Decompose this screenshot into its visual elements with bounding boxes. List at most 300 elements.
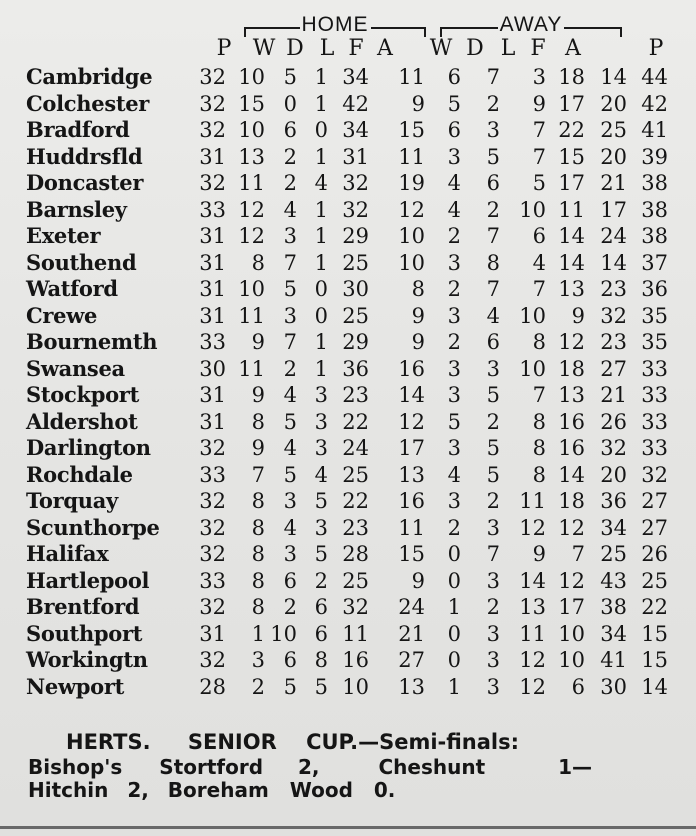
table-row: [0, 488, 696, 515]
stat-cell: 25: [600, 118, 627, 142]
stat-cell: 31: [199, 144, 226, 169]
stat-cell: 22: [342, 409, 369, 434]
stat-cell: 6: [447, 65, 461, 89]
stat-cell: 14: [558, 250, 585, 275]
stat-cell: 7: [532, 277, 546, 301]
table-row: [0, 91, 696, 118]
stat-cell: 1: [314, 144, 328, 169]
team-name: Huddrsfld: [26, 143, 143, 169]
team-name: Doncaster: [26, 170, 144, 195]
stat-cell: 22: [641, 595, 668, 619]
table-row: [0, 594, 696, 621]
stat-cell: 8: [411, 277, 425, 301]
stat-cell: 12: [238, 224, 265, 248]
stat-cell: 44: [641, 65, 668, 89]
result-word: 2,: [298, 755, 320, 779]
stat-cell: 33: [199, 330, 226, 354]
stat-cell: 33: [641, 356, 668, 381]
stat-cell: 25: [342, 462, 369, 487]
stat-cell: 17: [558, 171, 585, 195]
stat-cell: 16: [398, 356, 425, 381]
stat-cell: 7: [532, 144, 546, 169]
stat-cell: 9: [411, 91, 425, 116]
header-rule: [442, 27, 498, 29]
team-name: Aldershot: [26, 408, 138, 434]
stat-cell: 0: [447, 648, 461, 672]
column-header: W: [429, 36, 453, 61]
stat-cell: 38: [641, 197, 668, 222]
stat-cell: 38: [600, 595, 627, 619]
stat-cell: 32: [199, 171, 226, 195]
team-name: Workingtn: [26, 647, 148, 672]
stat-cell: 12: [519, 648, 546, 672]
stat-cell: 14: [519, 568, 546, 593]
stat-cell: 5: [283, 65, 297, 89]
stat-cell: 12: [398, 409, 425, 434]
stat-cell: 11: [519, 621, 546, 646]
stat-cell: 30: [600, 674, 627, 699]
stat-cell: 15: [398, 118, 425, 142]
stat-cell: 10: [342, 674, 369, 699]
stat-cell: 27: [600, 356, 627, 381]
stat-cell: 12: [519, 674, 546, 699]
stat-cell: 8: [251, 515, 265, 540]
stat-cell: 12: [558, 568, 585, 593]
stat-cell: 5: [283, 277, 297, 301]
stat-cell: 8: [532, 436, 546, 460]
stat-cell: 17: [600, 197, 627, 222]
stat-cell: 0: [314, 303, 328, 328]
stat-cell: 31: [199, 409, 226, 434]
stat-cell: 7: [486, 277, 500, 301]
stat-cell: 4: [314, 462, 328, 487]
stat-cell: 33: [641, 409, 668, 434]
stat-cell: 12: [238, 197, 265, 222]
stat-cell: 4: [314, 171, 328, 195]
stat-cell: 32: [199, 118, 226, 142]
result-word: 0.: [373, 778, 396, 802]
stat-cell: 3: [283, 489, 297, 513]
stat-cell: 30: [199, 356, 226, 381]
stat-cell: 13: [398, 674, 425, 699]
stat-cell: 23: [600, 330, 627, 354]
table-row: [0, 356, 696, 383]
stat-cell: 18: [558, 356, 585, 381]
stat-cell: 4: [283, 383, 297, 407]
stat-cell: 32: [342, 171, 369, 195]
team-name: Rochdale: [26, 461, 133, 487]
table-row: [0, 197, 696, 224]
stat-cell: 1: [447, 674, 461, 699]
header-rule: [371, 27, 425, 29]
stat-cell: 36: [342, 356, 369, 381]
table-row: [0, 541, 696, 568]
stat-cell: 29: [342, 330, 369, 354]
stat-cell: 1: [314, 250, 328, 275]
team-name: Halifax: [26, 541, 109, 566]
stat-cell: 25: [342, 303, 369, 328]
stat-cell: 32: [600, 436, 627, 460]
stat-cell: 25: [641, 568, 668, 593]
stat-cell: 14: [558, 224, 585, 248]
league-table: [0, 64, 696, 700]
stat-cell: 2: [486, 489, 500, 513]
column-header: A: [565, 36, 581, 61]
column-header: P: [216, 36, 232, 61]
stat-cell: 34: [600, 515, 627, 540]
stat-cell: 37: [641, 250, 668, 275]
stat-cell: 3: [532, 65, 546, 89]
stat-cell: 17: [398, 436, 425, 460]
stat-cell: 33: [199, 462, 226, 487]
stat-cell: 7: [486, 224, 500, 248]
cup-results: [28, 728, 668, 802]
stat-cell: 8: [251, 489, 265, 513]
stat-cell: 20: [600, 462, 627, 487]
stat-cell: 36: [641, 277, 668, 301]
stat-cell: 4: [283, 197, 297, 222]
away-label: AWAY: [499, 13, 563, 36]
stat-cell: 25: [342, 568, 369, 593]
stat-cell: 1: [314, 65, 328, 89]
stat-cell: 3: [283, 542, 297, 566]
team-name: Southport: [26, 620, 143, 646]
stat-cell: 32: [199, 91, 226, 116]
stat-cell: 16: [342, 648, 369, 672]
stat-cell: 7: [571, 542, 585, 566]
stat-cell: 9: [411, 568, 425, 593]
stat-cell: 9: [571, 303, 585, 328]
stat-cell: 15: [558, 144, 585, 169]
stat-cell: 8: [314, 648, 328, 672]
stat-cell: 3: [447, 303, 461, 328]
stat-cell: 27: [641, 515, 668, 540]
stat-cell: 9: [251, 330, 265, 354]
stat-cell: 1: [314, 224, 328, 248]
stat-cell: 8: [532, 462, 546, 487]
result-word: Wood: [289, 778, 353, 802]
stat-cell: 3: [314, 409, 328, 434]
stat-cell: 23: [600, 277, 627, 301]
stat-cell: 32: [199, 515, 226, 540]
stat-cell: 32: [600, 303, 627, 328]
stat-cell: 2: [447, 224, 461, 248]
clipping-edge: [0, 826, 696, 829]
table-row: [0, 329, 696, 356]
table-row: [0, 515, 696, 542]
stat-cell: 3: [447, 250, 461, 275]
stat-cell: 31: [199, 224, 226, 248]
stat-cell: 31: [342, 144, 369, 169]
stat-cell: 7: [251, 462, 265, 487]
table-row: [0, 276, 696, 303]
team-name: Scunthorpe: [26, 514, 160, 540]
stat-cell: 32: [199, 436, 226, 460]
stat-cell: 3: [447, 489, 461, 513]
stat-cell: 10: [558, 621, 585, 646]
stat-cell: 25: [600, 542, 627, 566]
stat-cell: 13: [398, 462, 425, 487]
stat-cell: 9: [251, 383, 265, 407]
cup-heading: [28, 728, 668, 756]
stat-cell: 4: [532, 250, 546, 275]
column-header: D: [466, 36, 484, 61]
stat-cell: 5: [283, 409, 297, 434]
stat-cell: 5: [486, 436, 500, 460]
stat-cell: 33: [199, 197, 226, 222]
column-header: A: [377, 36, 393, 61]
stat-cell: 10: [519, 356, 546, 381]
stat-cell: 0: [283, 91, 297, 116]
stat-cell: 10: [398, 224, 425, 248]
stat-cell: 0: [447, 568, 461, 593]
result-word: 1—: [558, 755, 593, 779]
column-header: F: [530, 36, 546, 61]
stat-cell: 3: [447, 144, 461, 169]
stat-cell: 6: [571, 674, 585, 699]
stat-cell: 32: [641, 462, 668, 487]
stat-cell: 10: [558, 648, 585, 672]
stat-cell: 11: [342, 621, 369, 646]
stat-cell: 8: [251, 542, 265, 566]
stat-cell: 1: [447, 595, 461, 619]
stat-cell: 6: [314, 595, 328, 619]
stat-cell: 5: [486, 462, 500, 487]
table-row: [0, 64, 696, 91]
header-rule: [564, 27, 620, 29]
stat-cell: 2: [447, 515, 461, 540]
stat-cell: 2: [447, 330, 461, 354]
stat-cell: 2: [486, 409, 500, 434]
stat-cell: 9: [532, 91, 546, 116]
stat-cell: 3: [314, 436, 328, 460]
table-row: [0, 674, 696, 701]
stat-cell: 42: [641, 91, 668, 116]
stat-cell: 8: [251, 250, 265, 275]
stat-cell: 41: [641, 118, 668, 142]
stat-cell: 38: [641, 171, 668, 195]
stat-cell: 5: [486, 144, 500, 169]
stat-cell: 6: [314, 621, 328, 646]
stat-cell: 14: [558, 462, 585, 487]
stat-cell: 5: [314, 542, 328, 566]
stat-cell: 9: [251, 436, 265, 460]
stat-cell: 5: [314, 674, 328, 699]
stat-cell: 26: [600, 409, 627, 434]
column-header: P: [648, 36, 664, 61]
table-row: [0, 621, 696, 648]
stat-cell: 38: [641, 224, 668, 248]
stat-cell: 31: [199, 303, 226, 328]
stat-cell: 2: [486, 197, 500, 222]
cup-heading-word: HERTS.: [66, 730, 151, 754]
stat-cell: 7: [283, 330, 297, 354]
stat-cell: 16: [558, 409, 585, 434]
stat-cell: 34: [342, 65, 369, 89]
stat-cell: 15: [641, 621, 668, 646]
stat-cell: 15: [238, 91, 265, 116]
cup-heading-word: SENIOR: [187, 730, 277, 754]
stat-cell: 41: [600, 648, 627, 672]
team-name: Barnsley: [26, 196, 127, 222]
team-name: Hartlepool: [26, 567, 150, 593]
stat-cell: 31: [199, 250, 226, 275]
stat-cell: 3: [251, 648, 265, 672]
table-row: [0, 303, 696, 330]
stat-cell: 3: [486, 621, 500, 646]
stat-cell: 7: [486, 65, 500, 89]
team-name: Bournemth: [26, 329, 158, 354]
stat-cell: 4: [447, 171, 461, 195]
stat-cell: 10: [270, 621, 297, 646]
stat-cell: 17: [558, 91, 585, 116]
stat-cell: 8: [251, 595, 265, 619]
stat-cell: 4: [447, 197, 461, 222]
stat-cell: 19: [398, 171, 425, 195]
stat-cell: 6: [447, 118, 461, 142]
column-headers: [0, 36, 696, 64]
stat-cell: 24: [398, 595, 425, 619]
stat-cell: 3: [283, 303, 297, 328]
table-row: [0, 462, 696, 489]
stat-cell: 4: [447, 462, 461, 487]
stat-cell: 10: [238, 65, 265, 89]
stat-cell: 28: [342, 542, 369, 566]
team-name: Cambridge: [26, 64, 153, 89]
team-name: Crewe: [26, 302, 98, 328]
stat-cell: 1: [251, 621, 265, 646]
stat-cell: 30: [342, 277, 369, 301]
stat-cell: 20: [600, 91, 627, 116]
stat-cell: 8: [251, 409, 265, 434]
column-header: L: [500, 36, 516, 61]
team-name: Colchester: [26, 90, 150, 116]
stat-cell: 13: [519, 595, 546, 619]
team-name: Southend: [26, 249, 137, 275]
table-row: [0, 170, 696, 197]
stat-cell: 3: [447, 356, 461, 381]
stat-cell: 21: [600, 383, 627, 407]
stat-cell: 34: [342, 118, 369, 142]
stat-cell: 6: [283, 648, 297, 672]
stat-cell: 27: [398, 648, 425, 672]
stat-cell: 5: [283, 674, 297, 699]
stat-cell: 12: [558, 330, 585, 354]
stat-cell: 24: [342, 436, 369, 460]
stat-cell: 32: [342, 595, 369, 619]
stat-cell: 3: [283, 224, 297, 248]
stat-cell: 35: [641, 303, 668, 328]
cup-result-line: [28, 756, 668, 779]
stat-cell: 22: [558, 118, 585, 142]
stat-cell: 3: [486, 674, 500, 699]
stat-cell: 12: [519, 515, 546, 540]
stat-cell: 3: [447, 436, 461, 460]
stat-cell: 11: [238, 303, 265, 328]
team-name: Exeter: [26, 223, 101, 248]
stat-cell: 4: [283, 515, 297, 540]
stat-cell: 15: [641, 648, 668, 672]
stat-cell: 2: [283, 356, 297, 381]
stat-cell: 42: [342, 91, 369, 116]
stat-cell: 16: [558, 436, 585, 460]
stat-cell: 9: [532, 542, 546, 566]
header-rule: [246, 27, 300, 29]
result-word: Boreham: [167, 778, 269, 802]
stat-cell: 29: [342, 224, 369, 248]
stat-cell: 11: [558, 197, 585, 222]
stat-cell: 27: [641, 489, 668, 513]
stat-cell: 10: [398, 250, 425, 275]
stat-cell: 3: [486, 356, 500, 381]
stat-cell: 2: [447, 277, 461, 301]
stat-cell: 32: [199, 65, 226, 89]
stat-cell: 5: [532, 171, 546, 195]
stat-cell: 32: [199, 542, 226, 566]
stat-cell: 16: [398, 489, 425, 513]
stat-cell: 15: [398, 542, 425, 566]
stat-cell: 5: [447, 409, 461, 434]
stat-cell: 8: [251, 568, 265, 593]
stat-cell: 8: [486, 250, 500, 275]
stat-cell: 11: [519, 489, 546, 513]
table-row: [0, 144, 696, 171]
team-name: Newport: [26, 673, 124, 699]
table-row: [0, 568, 696, 595]
stat-cell: 7: [283, 250, 297, 275]
team-name: Swansea: [26, 355, 125, 381]
cup-heading-word: CUP.—Semi-finals:: [306, 730, 520, 754]
stat-cell: 17: [558, 595, 585, 619]
table-row: [0, 382, 696, 409]
stat-cell: 35: [641, 330, 668, 354]
team-name: Stockport: [26, 382, 139, 407]
table-row: [0, 435, 696, 462]
table-row: [0, 117, 696, 144]
stat-cell: 4: [283, 436, 297, 460]
stat-cell: 31: [199, 277, 226, 301]
stat-cell: 3: [486, 568, 500, 593]
stat-cell: 24: [600, 224, 627, 248]
stat-cell: 8: [532, 330, 546, 354]
stat-cell: 2: [486, 595, 500, 619]
column-header: L: [319, 36, 335, 61]
stat-cell: 13: [558, 383, 585, 407]
stat-cell: 32: [199, 489, 226, 513]
team-name: Darlington: [26, 435, 151, 460]
stat-cell: 12: [398, 197, 425, 222]
stat-cell: 32: [199, 595, 226, 619]
stat-cell: 2: [283, 144, 297, 169]
column-header: F: [348, 36, 364, 61]
stat-cell: 23: [342, 515, 369, 540]
stat-cell: 14: [398, 383, 425, 407]
stat-cell: 3: [486, 515, 500, 540]
stat-cell: 28: [199, 674, 226, 699]
stat-cell: 14: [641, 674, 668, 699]
stat-cell: 39: [641, 144, 668, 169]
stat-cell: 3: [314, 383, 328, 407]
stat-cell: 2: [251, 674, 265, 699]
stat-cell: 2: [283, 595, 297, 619]
stat-cell: 1: [314, 356, 328, 381]
stat-cell: 3: [447, 383, 461, 407]
stat-cell: 13: [238, 144, 265, 169]
stat-cell: 3: [486, 118, 500, 142]
stat-cell: 11: [398, 65, 425, 89]
stat-cell: 20: [600, 144, 627, 169]
team-name: Bradford: [26, 117, 130, 142]
